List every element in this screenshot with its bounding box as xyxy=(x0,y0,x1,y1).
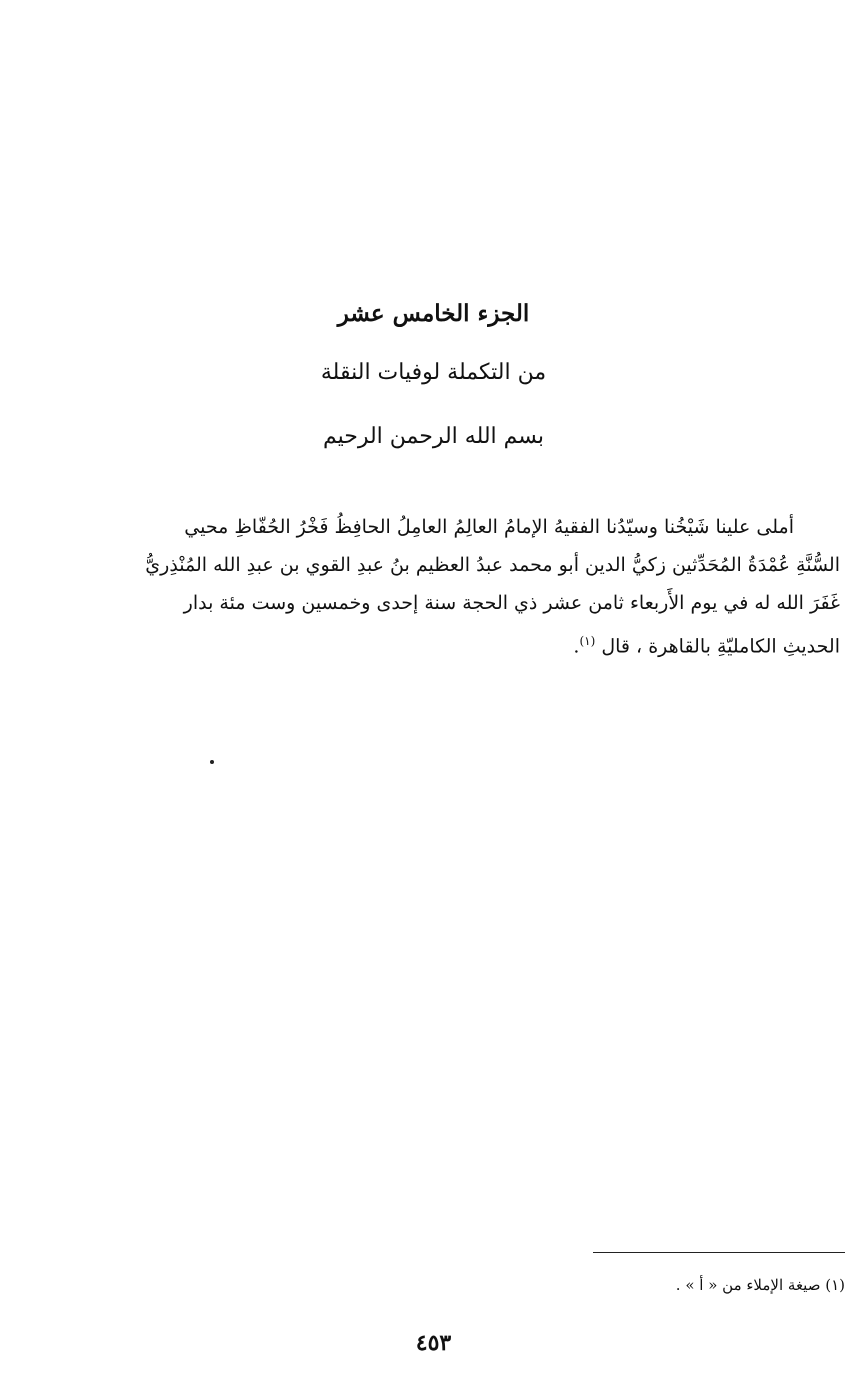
ink-speck xyxy=(210,760,214,764)
basmala: بسم الله الرحمن الرحيم xyxy=(322,424,545,449)
body-line-1: أملى علينا شَيْخُنا وسيّدُنا الفقيهُ الإمامُ العالِمُ العامِلُ الحافِظُ فَخْرُ الحُفّاظِ محيي xyxy=(184,516,794,538)
body-line-2: السُّنَّةِ عُمْدَةُ المُحَدِّثين زكيُّ الدين أبو محمد عبدُ العظيم بنُ عبدِ القوي بن عبدِ الله المُنْذِريُّ xyxy=(145,554,840,576)
footnote-reference: (١) xyxy=(579,634,596,648)
body-paragraph xyxy=(60,508,840,660)
body-line-4: الحديثِ الكامليّةِ بالقاهرة ، قال $^{(١)}$. xyxy=(573,634,840,658)
footnote: (١) صيغة الإملاء من « أ » . xyxy=(675,1276,845,1294)
part-title: الجزء الخامس عشر xyxy=(337,300,530,327)
footnote-divider xyxy=(593,1252,845,1253)
book-title: من التكملة لوفيات النقلة xyxy=(320,360,547,385)
body-line-3: غَفَرَ الله له في يوم الأَربعاء ثامن عشر ذي الحجة سنة إحدى وخمسين وست مئة بدار xyxy=(183,592,840,614)
body-line-4-text: الحديثِ الكامليّةِ بالقاهرة ، قال xyxy=(601,635,840,658)
page-number: ٤٥٣ xyxy=(415,1330,452,1356)
